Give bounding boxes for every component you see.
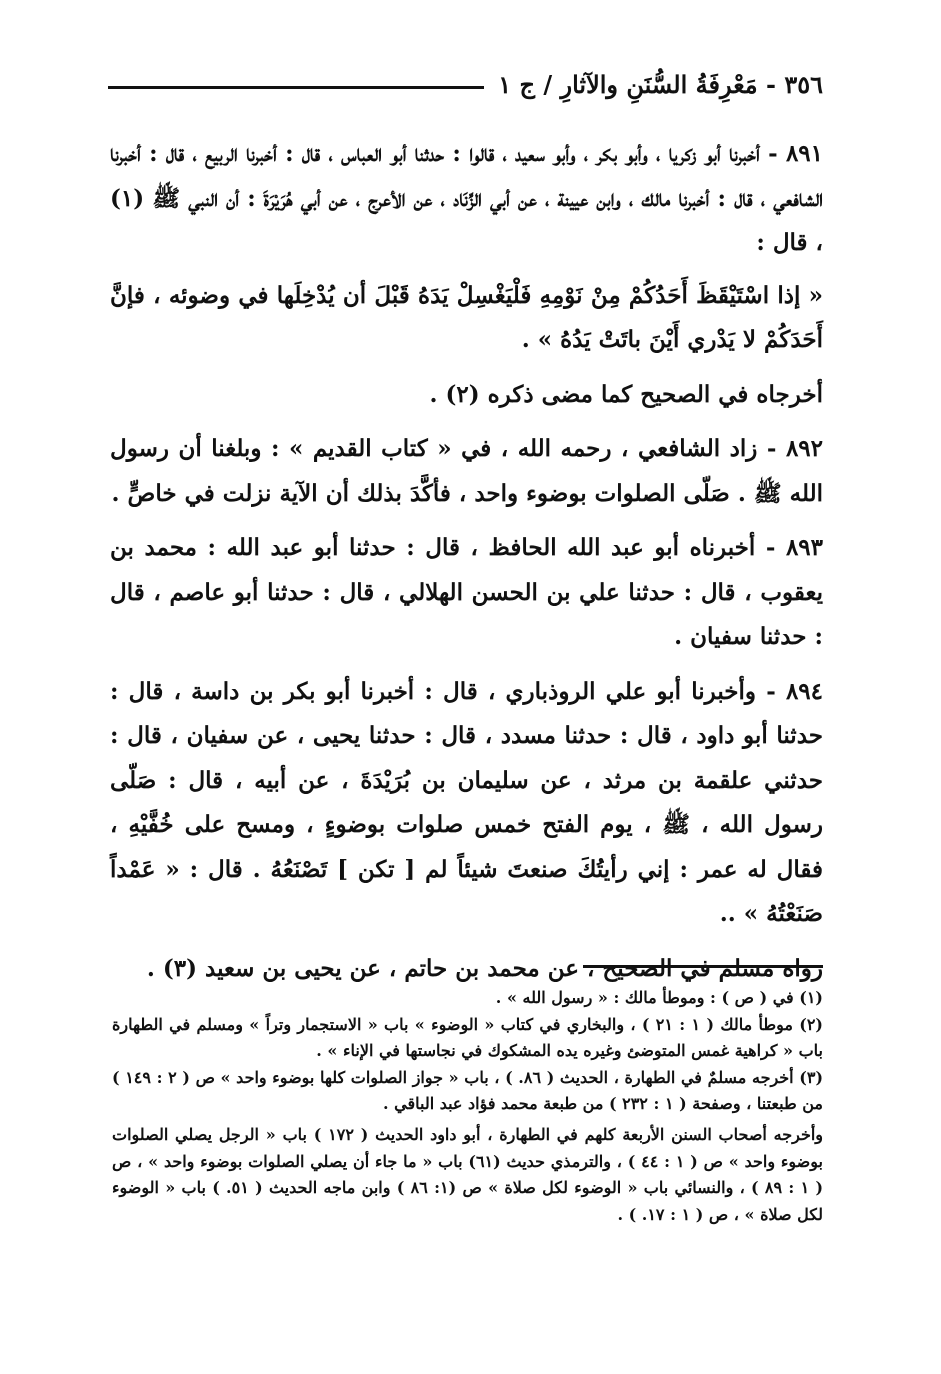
hadith-entry-891: ٨٩١ - أخبرنا أبو زكريا ، وأبو بكر ، وأبو سعيد ، قالوا : حدثنا أبو العباس ، قال : أخبرنا الربيع ، قال : أخبرنا الشافعي ، قال : أخبرنا مالك ، وابن عيينة ، عن أبي الزِّنَاد ، عن الأعرج ، عن أبي هُرَيْرَةَ : أن النبي ﷺ (١) ، قال :: [110, 140, 823, 256]
main-text: [110, 132, 823, 991]
hadith-source-note-891: أخرجاه في الصحيح كما مضى ذكره (٢) .: [429, 380, 823, 408]
hadith-source-note-894: رواه مسلم في الصحيح ، عن محمد بن حاتم ، عن يحيى بن سعيد (٣) .: [146, 954, 823, 982]
page-header-title: ٣٥٦ - مَعْرِفَةُ السُّنَنِ والآثارِ / ج ١: [498, 69, 823, 99]
hadith-entry-894: ٨٩٤ - وأخبرنا أبو علي الروذباري ، قال : أخبرنا أبو بكر بن داسة ، قال : حدثنا أبو داود ، قال : حدثنا مسدد ، قال : حدثنا يحيى ، عن سفيان ، قال : حدثني علقمة بن مرثد ، عن سليمان بن بُرَيْدَةَ ، عن أبيه ، قال : صَلّى رسول الله ، ﷺ ، يوم الفتح خمس صلوات بوضوءٍ ، ومسح على خُفَّيْهِ ، فقال له عمر : إني رأيتُكَ صنعتَ شيئاً لم [ تكن ] تَصْنَعُهُ . قال : « عَمْداً صَنَعْتُهُ » ..: [110, 677, 823, 927]
footnote-2: (٢) موطأ مالك ( ١ : ٢١ ) ، والبخاري في كتاب « الوضوء » باب « الاستجمار وتراً » ومسلم في الطهارة باب « كراهية غمس المتوضئ وغيره يده المشكوك في نجاستها في الإناء » .: [112, 1014, 823, 1061]
footnote-rule: [583, 965, 823, 968]
hadith-quote-891: « إذا اسْتَيْقَظَ أَحَدُكُمْ مِنْ نَوْمِهِ فَلْيَغْسِلْ يَدَهُ قَبْلَ أن يُدْخِلَها في وضوئه ، فإنَّ أَحَدَكُمْ لا يَدْري أَيْنَ باتَتْ يَدُهُ » .: [110, 281, 823, 353]
hadith-entry-892: ٨٩٢ - زاد الشافعي ، رحمه الله ، في « كتاب القديم » : وبلغنا أن رسول الله ﷺ . صَلّى الصلوات بوضوء واحد ، فأكَّدَ بذلك أن الآية نزلت في خاصٍّ .: [110, 435, 823, 507]
footnotes: [112, 985, 823, 1228]
footnote-3-continued: وأخرجه أصحاب السنن الأربعة كلهم في الطهارة ، أبو داود الحديث ( ١٧٢ ) باب « الرجل يصلي الصلوات بوضوء واحد » ص ( ١ : ٤٤ ) ، والترمذي حديث (٦١) باب « ما جاء أن يصلي الصلوات بوضوء واحد » ، ص ( ١ : ٨٩ ) ، والنسائي باب « الوضوء لكل صلاة » ص (١: ٨٦ ) وابن ماجه الحديث ( ٥١. ) باب « الوضوء لكل صلاة » ، ص ( ١ : ١٧. ) .: [112, 1124, 824, 1224]
hadith-entry-893: ٨٩٣ - أخبرناه أبو عبد الله الحافظ ، قال : حدثنا أبو عبد الله : محمد بن يعقوب ، قال : حدثنا علي بن الحسن الهلالي ، قال : حدثنا أبو عاصم ، قال : حدثنا سفيان .: [110, 534, 823, 650]
footnote-3: (٣) أخرجه مسلمٌ في الطهارة ، الحديث ( ٨٦. ) ، باب « جواز الصلوات كلها بوضوء واحد » ص ( ٢ : ١٤٩ ) من طبعتنا ، وصفحة ( ١ : ٢٣٢ ) من طبعة محمد فؤاد عبد الباقي .: [112, 1067, 824, 1114]
header-rule: [108, 86, 484, 89]
running-header: [108, 62, 823, 106]
footnote-1: (١) في ( ص ) : وموطأ مالك : « رسول الله » .: [495, 988, 823, 1007]
